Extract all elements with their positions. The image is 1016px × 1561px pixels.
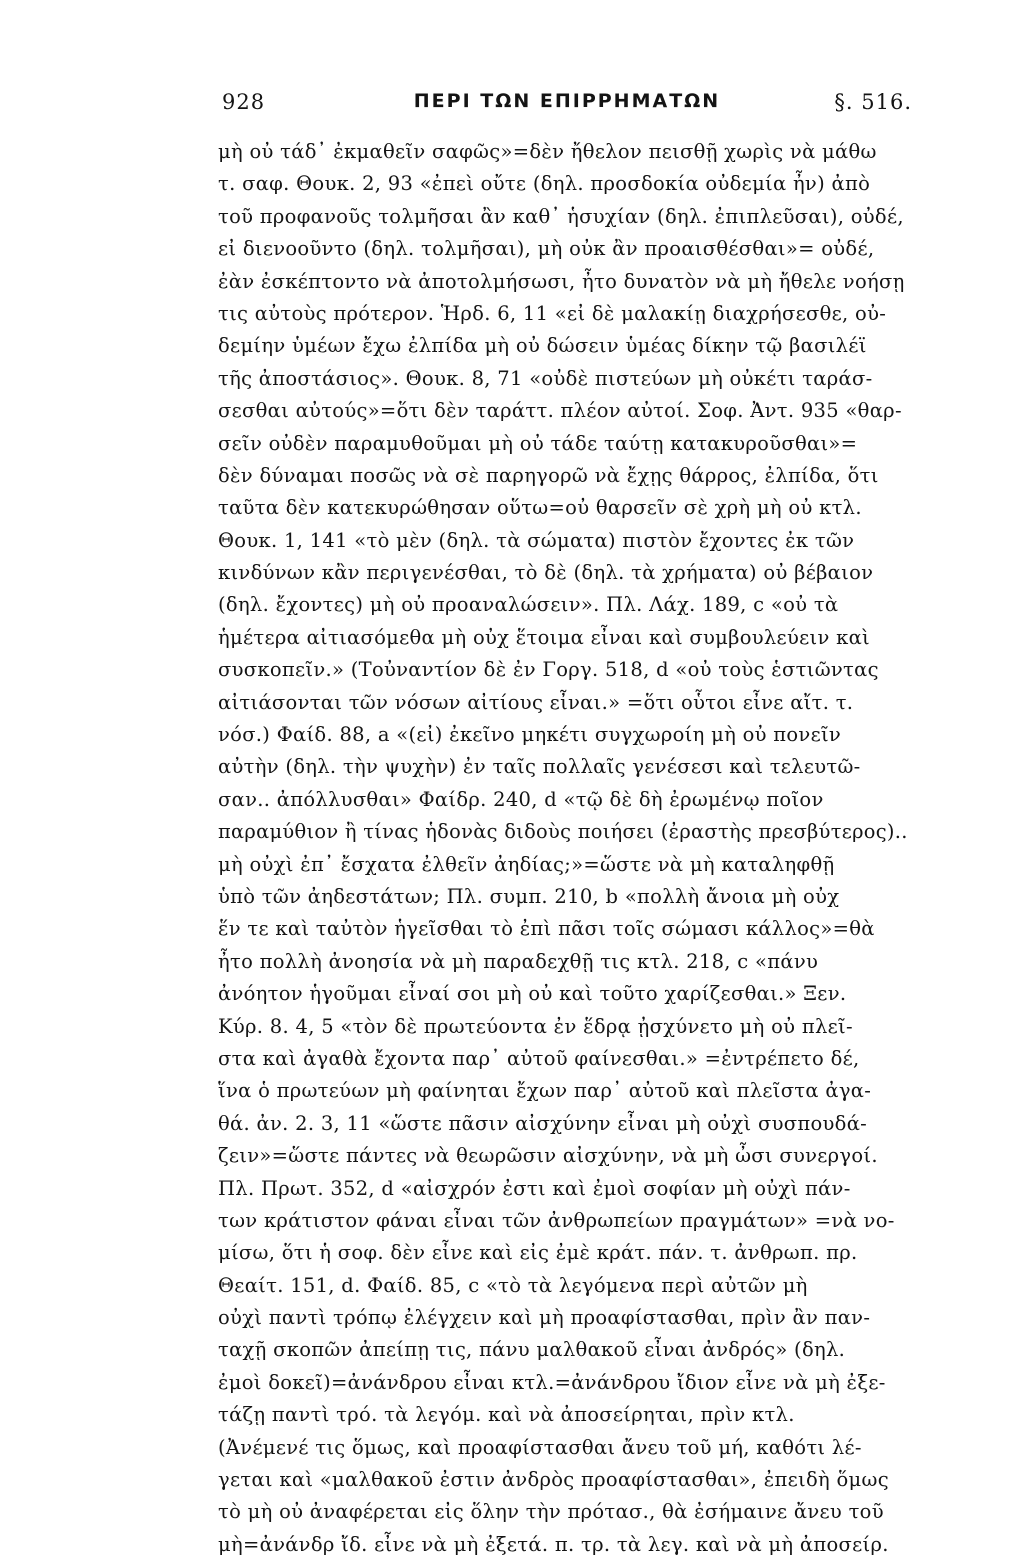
text-line: ἐὰν ἐσκέπτοντο νὰ ἀποτολμήσωσι, ἦτο δυνατὸν νὰ μὴ ἤθελε νοήσῃ: [218, 269, 905, 293]
text-line: ἡμέτερα αἰτιασόμεθα μὴ οὐχ ἕτοιμα εἶναι καὶ συμβουλεύειν καὶ: [218, 625, 871, 649]
text-line: τ. σαφ. Θουκ. 2, 93 «ἐπεὶ οὔτε (δηλ. προσδοκία οὐδεμία ἦν) ἀπὸ: [218, 172, 871, 196]
text-line: ζειν»=ὥστε πάντες νὰ θεωρῶσιν αἰσχύνην, νὰ μὴ ὦσι συνεργοί.: [218, 1144, 878, 1168]
text-line: ἐμοὶ δοκεῖ)=ἀνάνδρου εἶναι κτλ.=ἀνάνδρου ἴδιον εἶνε νὰ μὴ ἐξε-: [218, 1370, 886, 1394]
text-line: νόσ.) Φαίδ. 88, a «(εἰ) ἐκεῖνο μηκέτι συγχωροίη μὴ οὐ πονεῖν: [218, 723, 842, 747]
text-line: σεσθαι αὐτούς»=ὅτι δὲν ταράττ. πλέον αὐτοί. Σοφ. Ἀντ. 935 «θαρ-: [218, 399, 902, 423]
text-line: Πλ. Πρωτ. 352, d «αἰσχρόν ἐστι καὶ ἐμοὶ σοφίαν μὴ οὐχὶ πάν-: [218, 1176, 851, 1200]
text-line: (Ἀνέμενέ τις ὅμως, καὶ προαφίστασθαι ἄνευ τοῦ μή, καθότι λέ-: [218, 1435, 862, 1459]
text-line: Κύρ. 8. 4, 5 «τὸν δὲ πρωτεύοντα ἐν ἕδρᾳ ᾐσχύνετο μὴ οὐ πλεῖ-: [218, 1014, 853, 1038]
text-line: τὸ μὴ οὐ ἀναφέρεται εἰς ὅλην τὴν πρότασ., θὰ ἐσήμαινε ἄνευ τοῦ: [218, 1500, 884, 1524]
text-line: δεμίην ὑμέων ἔχω ἐλπίδα μὴ οὐ δώσειν ὑμέας δίκην τῷ βασιλέϊ: [218, 334, 867, 358]
text-line: οὐχὶ παντὶ τρόπῳ ἐλέγχειν καὶ μὴ προαφίστασθαι, πρὶν ἂν παν-: [218, 1306, 871, 1330]
text-line: στα καὶ ἀγαθὰ ἔχοντα παρ᾽ αὐτοῦ φαίνεσθαι.» =ἐντρέπετο δέ,: [218, 1046, 860, 1070]
text-line: τις αὐτοὺς πρότερον. Ἡρδ. 6, 11 «εἰ δὲ μαλακίῃ διαχρήσεσθε, οὐ-: [218, 301, 887, 325]
text-line: τῆς ἀποστάσιος». Θουκ. 8, 71 «οὐδὲ πιστεύων μὴ οὐκέτι ταράσ-: [218, 366, 873, 390]
text-line: ἵνα ὁ πρωτεύων μὴ φαίνηται ἔχων παρ᾽ αὐτοῦ καὶ πλεῖστα ἀγα-: [218, 1079, 872, 1103]
text-line: ἀνόητον ἡγοῦμαι εἶναί σοι μὴ οὐ καὶ τοῦτο χαρίζεσθαι.» Ξεν.: [218, 982, 847, 1006]
text-line: σεῖν οὐδὲν παραμυθοῦμαι μὴ οὐ τάδε ταύτῃ κατακυροῦσθαι»=: [218, 431, 858, 455]
text-line: ἕν τε καὶ ταὐτὸν ἡγεῖσθαι τὸ ἐπὶ πᾶσι τοῖς σώμασι κάλλος»=θὰ: [218, 917, 875, 941]
text-line: συσκοπεῖν.» (Τοὐναντίον δὲ ἐν Γοργ. 518, d «οὐ τοὺς ἑστιῶντας: [218, 658, 879, 682]
text-line: ταχῇ σκοπῶν ἀπείπῃ τις, πάνυ μαλθακοῦ εἶναι ἀνδρός» (δηλ.: [218, 1338, 846, 1362]
running-head: [222, 90, 912, 124]
text-line: ὑπὸ τῶν ἀηδεστάτων; Πλ. συμπ. 210, b «πολλὴ ἄνοια μὴ οὐχ: [218, 884, 840, 908]
running-title: ΠΕΡΙ ΤΩΝ ΕΠΙΡΡΗΜΑΤΩΝ: [413, 90, 721, 112]
text-line: Θεαίτ. 151, d. Φαίδ. 85, c «τὸ τὰ λεγόμενα περὶ αὐτῶν μὴ: [218, 1273, 808, 1297]
text-line: θά. ἀν. 2. 3, 11 «ὥστε πᾶσιν αἰσχύνην εἶναι μὴ οὐχὶ συσπουδά-: [218, 1111, 868, 1135]
text-line: μὴ οὐχὶ ἐπ᾽ ἔσχατα ἐλθεῖν ἀηδίας;»=ὥστε νὰ μὴ καταληφθῇ: [218, 852, 835, 876]
text-line: μὴ=ἀνάνδρ ἴδ. εἶνε νὰ μὴ ἐξετά. π. τρ. τὰ λεγ. καὶ νὰ μὴ ἀποσείρ.: [218, 1532, 889, 1556]
text-line: κινδύνων κἂν περιγενέσθαι, τὸ δὲ (δηλ. τὰ χρήματα) οὐ βέβαιον: [218, 561, 874, 585]
text-line: σαν.. ἀπόλλυσθαι» Φαίδρ. 240, d «τῷ δὲ δὴ ἐρωμένῳ ποῖον: [218, 787, 824, 811]
body-text: [218, 136, 908, 1561]
text-line: αὐτὴν (δηλ. τὴν ψυχὴν) ἐν ταῖς πολλαῖς γενέσεσι καὶ τελευτῶ-: [218, 755, 861, 779]
text-line: τοῦ προφανοῦς τολμῆσαι ἂν καθ᾽ ἡσυχίαν (δηλ. ἐπιπλεῦσαι), οὐδέ,: [218, 204, 904, 228]
text-line: τάζῃ παντὶ τρό. τὰ λεγόμ. καὶ νὰ ἀποσείρηται, πρὶν κτλ.: [218, 1403, 795, 1427]
text-line: γεται καὶ «μαλθακοῦ ἐστιν ἀνδρὸς προαφίστασθαι», ἐπειδὴ ὅμως: [218, 1468, 889, 1492]
text-line: των κράτιστον φάναι εἶναι τῶν ἀνθρωπείων πραγμάτων» =νὰ νο-: [218, 1208, 895, 1232]
text-line: εἰ διενοοῦντο (δηλ. τολμῆσαι), μὴ οὐκ ἂν προαισθέσθαι»= οὐδέ,: [218, 237, 875, 261]
text-line: (δηλ. ἔχοντες) μὴ οὐ προαναλώσειν». Πλ. Λάχ. 189, c «οὐ τὰ: [218, 593, 839, 617]
text-line: δὲν δύναμαι ποσῶς νὰ σὲ παρηγορῶ νὰ ἔχῃς θάρρος, ἐλπίδα, ὅτι: [218, 463, 879, 487]
text-line: μὴ οὐ τάδ᾽ ἐκμαθεῖν σαφῶς»=δὲν ἤθελον πεισθῇ χωρὶς νὰ μάθω: [218, 140, 877, 163]
text-line: ταῦτα δὲν κατεκυρώθησαν οὕτω=οὐ θαρσεῖν σὲ χρὴ μὴ οὐ κτλ.: [218, 496, 862, 520]
text-line: ἦτο πολλὴ ἀνοησία νὰ μὴ παραδεχθῇ τις κτλ. 218, c «πάνυ: [218, 949, 819, 973]
text-line: αἰτιάσονται τῶν νόσων αἰτίους εἶναι.» =ὅτι οὗτοι εἶνε αἴτ. τ.: [218, 690, 854, 714]
text-line: Θουκ. 1, 141 «τὸ μὲν (δηλ. τὰ σώματα) πιστὸν ἔχοντες ἐκ τῶν: [218, 528, 855, 552]
section-number: §. 516.: [834, 90, 912, 114]
text-line: μίσω, ὅτι ἡ σοφ. δὲν εἶνε καὶ εἰς ἐμὲ κράτ. πάν. τ. ἀνθρωπ. πρ.: [218, 1241, 858, 1265]
text-line: παραμύθιον ἢ τίνας ἡδονὰς διδοὺς ποιήσει (ἐραστὴς πρεσβύτερος)..: [218, 820, 908, 844]
page-number: 928: [222, 90, 266, 114]
